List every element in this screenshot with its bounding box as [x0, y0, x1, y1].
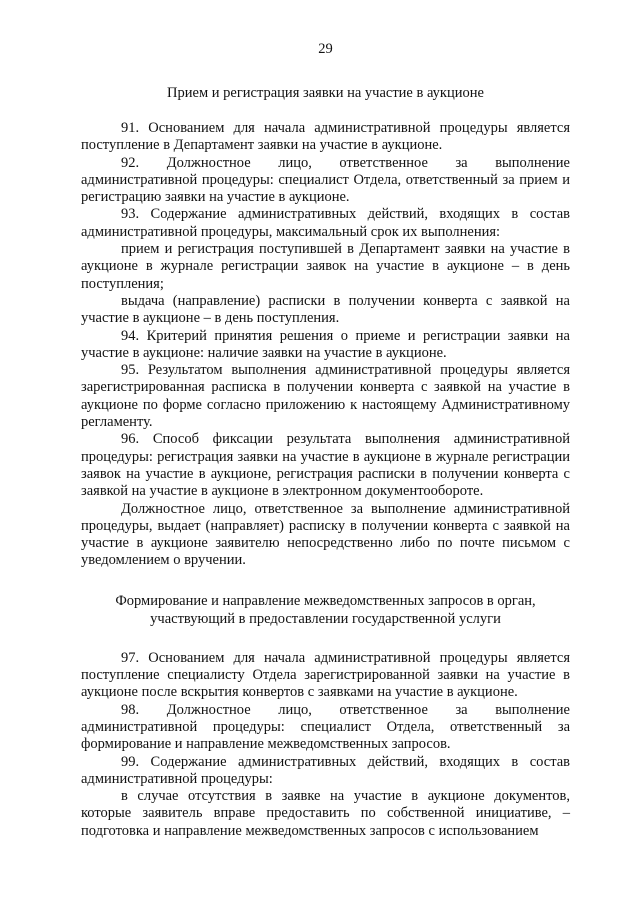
- page-number: 29: [318, 41, 333, 57]
- section-heading-reception: Прием и регистрация заявки на участие в аукционе: [167, 85, 484, 101]
- paragraph-99: 99. Содержание административных действий, входящих в состав административной процедуры:: [81, 753, 570, 787]
- paragraph-93-item-2: выдача (направление) расписки в получении конверта с заявкой на участие в аукционе – в день поступления.: [81, 292, 570, 327]
- paragraph-92: 92. Должностное лицо, ответственное за выполнение административной процедуры: специалист Отдела, ответственный за прием и регистрацию заявки на участие в аукционе.: [81, 154, 570, 206]
- section-body-reception: [81, 120, 570, 570]
- section-heading-interagency-requests: Формирование и направление межведомственных запросов в орган, участвующий в предоставлении государственной услуги: [115, 592, 536, 627]
- paragraph-98: 98. Должностное лицо, ответственное за выполнение административной процедуры: специалист Отдела, ответственный за формирование и направление межведомственных запросов.: [81, 701, 570, 753]
- paragraph-96: 96. Способ фиксации результата выполнения административной процедуры: регистрация заявки на участие в аукционе в журнале регистрации заявок на участие в аукционе, регистрация расписки в получении конверта с заявкой на участие в аукционе в электронном документообороте.: [81, 431, 570, 500]
- paragraph-99-item-1: в случае отсутствия в заявке на участие в аукционе документов, которые заявитель вправе предоставить по собственной инициативе, – подготовка и направление межведомственных запросов с использованием: [81, 788, 570, 839]
- paragraph-97: 97. Основанием для начала административной процедуры является поступление специалисту Отдела зарегистрированной заявки на участие в аукционе после вскрытия конвертов с заявками на участие в аукционе.: [81, 649, 570, 701]
- section-body-interagency-requests: [81, 650, 570, 840]
- paragraph-95: 95. Результатом выполнения административной процедуры является зарегистрированная расписка в получении конверта с заявкой на участие в аукционе по форме согласно приложению к настоящему Административному регламенту.: [81, 362, 570, 431]
- paragraph-93: 93. Содержание административных действий, входящих в состав административной процедуры, максимальный срок их выполнения:: [81, 206, 570, 240]
- paragraph-91: 91. Основанием для начала административной процедуры является поступление в Департамент заявки на участие в аукционе.: [81, 120, 570, 154]
- paragraph-96-continued: Должностное лицо, ответственное за выполнение административной процедуры, выдает (направляет) расписку в получении конверта с заявкой на участие в аукционе заявителю непосредственно либо по почте письмом с уведомлением о вручении.: [81, 500, 570, 569]
- document-page: [81, 40, 570, 840]
- paragraph-93-item-1: прием и регистрация поступившей в Департамент заявки на участие в аукционе в журнале регистрации заявок на участие в аукционе – в день поступления;: [81, 241, 570, 292]
- paragraph-94: 94. Критерий принятия решения о приеме и регистрации заявки на участие в аукционе: наличие заявки на участие в аукционе.: [81, 327, 570, 361]
